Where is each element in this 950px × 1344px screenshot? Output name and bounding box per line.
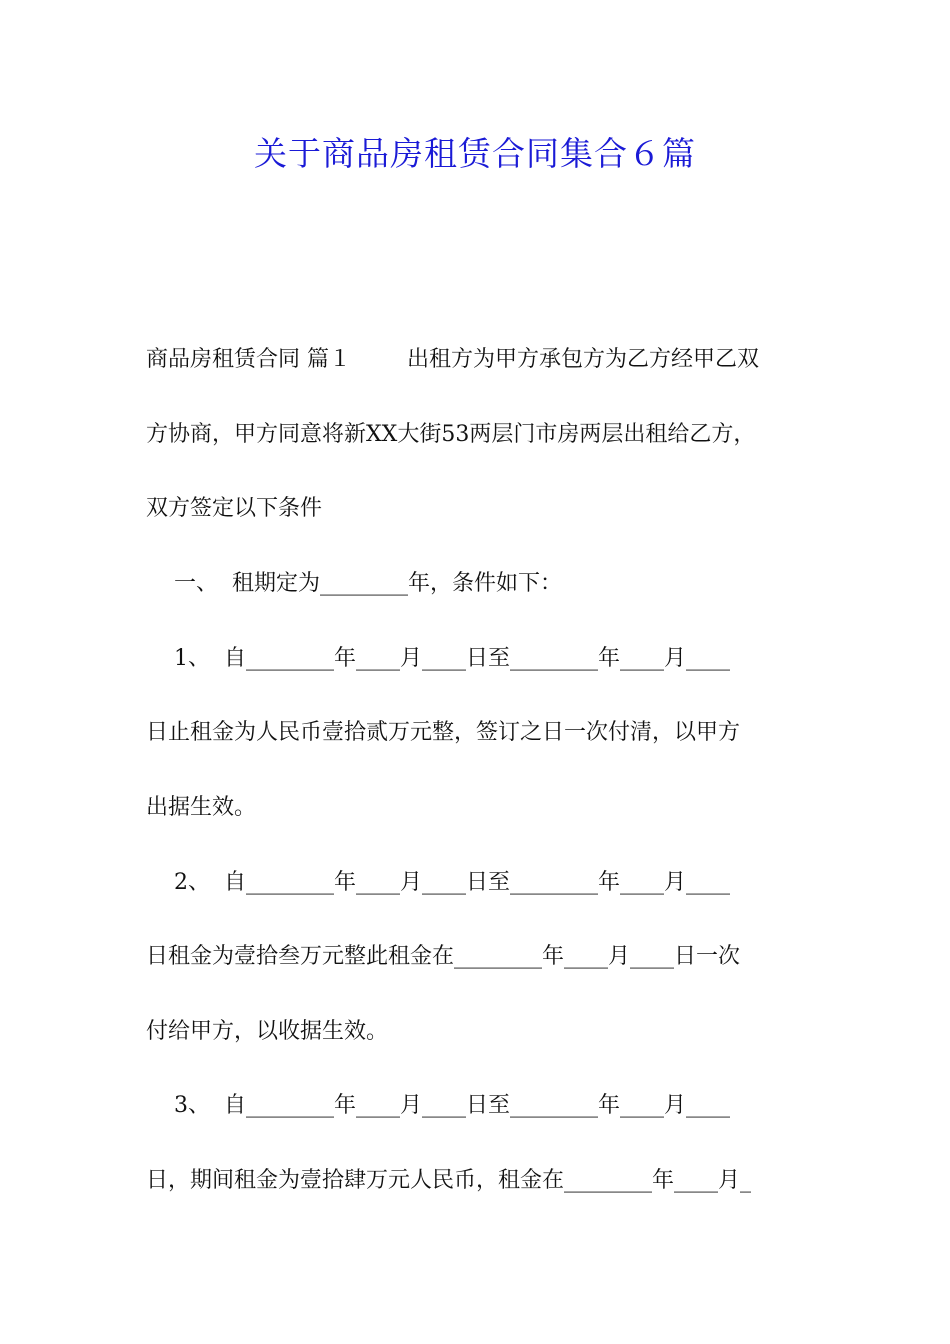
item-1-line-2: 日止租金为人民币壹拾贰万元整，签订之日一次付清，以甲方: [146, 720, 741, 745]
item-3-line-2: 日，期间租金为壹拾肆万元人民币，租金在________年____月_: [146, 1168, 752, 1193]
document-title: 关于商品房租赁合同集合６篇: [254, 134, 696, 173]
body-line-2: 方协商，甲方同意将新XX大街53两层门市房两层出租给乙方，: [146, 422, 756, 447]
item-2-line-2: 日租金为壹拾叁万元整此租金在________年____月____日一次: [146, 944, 741, 969]
clause-1-heading: 一、 租期定为________年，条件如下：: [146, 571, 562, 596]
item-1-line-3: 出据生效。: [146, 795, 257, 820]
item-3-line-1: 3、 自________年____月____日至________年____月____: [146, 1093, 730, 1118]
body-line-3: 双方签定以下条件: [146, 496, 323, 521]
item-1-line-1: 1、 自________年____月____日至________年____月____: [146, 646, 730, 671]
body-line-1: 商品房租赁合同 篇１ 出租方为甲方承包方为乙方经甲乙双: [146, 347, 759, 372]
item-2-line-1: 2、 自________年____月____日至________年____月____: [146, 870, 730, 895]
item-2-line-3: 付给甲方，以收据生效。: [146, 1019, 389, 1044]
